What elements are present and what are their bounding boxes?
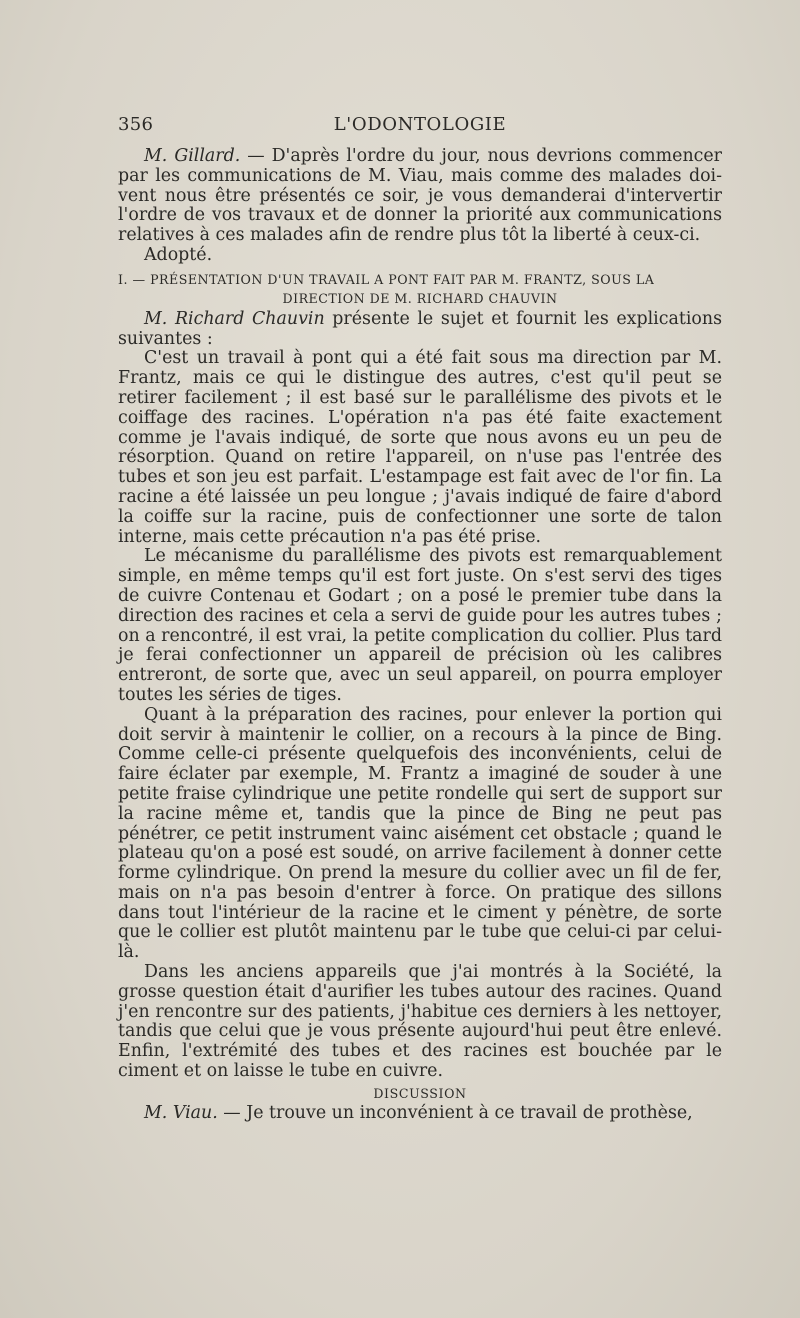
paragraph: Dans les anciens appareils que j'ai montrés à la Société, la grosse question était d'aurifier les tubes autour des racines. Quand j'en rencontre sur des patients, j'habitue ces derniers à les nettoyer, tandis que celui que je vous présente aujourd'hui peut être enlevé. Enfin, l'extrémité des tubes et des racines est bouchée par le ciment et on laisse le tube en cuivre. — [118, 962, 722, 1082]
section-heading-line: DIRECTION DE M. RICHARD CHAUVIN — [282, 290, 558, 306]
section-heading-line: I. — PRÉSENTATION D'UN TRAVAIL A PONT FAIT PAR M. FRANTZ, SOUS LA — [118, 271, 655, 287]
section-heading — [118, 270, 722, 308]
paragraph: Le mécanisme du parallélisme des pivots est remarquablement simple, en même temps qu'il est fort juste. On s'est servi des tiges de cuivre Contenau et Godart ; on a posé le premier tube dans la direction des racines et cela a servi de guide pour les autres tubes ; on a rencontré, il est vrai, la petite complication du collier. Plus tard je ferai confectionner un appareil de précision où les calibres entreront, de sorte que, avec un seul appareil, on pourra employer toutes les séries de tiges. — [118, 546, 722, 705]
discussion-heading: DISCUSSION — [373, 1085, 467, 1101]
speaker-name: M. Viau. — [144, 1102, 218, 1123]
paragraph-text: — Je trouve un inconvénient à ce travail de prothèse, — [217, 1102, 693, 1123]
paragraph: Adopté. — [144, 244, 213, 265]
speaker-name: M. Gillard. — [144, 146, 241, 166]
paragraph-text: — D'après l'ordre du jour, nous devrions commencer par les communications de M. Viau, mais comme des malades doi- vent nous être présentés ce soir, je vous demanderai d'intervertir l'ordre de vos travaux et de donner la priorité aux communications relatives à ces malades afin de rendre plus tôt la liberté à ceux-ci. — [118, 146, 722, 246]
page-header — [118, 114, 722, 140]
paragraph-text: présente le sujet et fournit les explications suivantes : — [118, 308, 722, 349]
speaker-name: M. Richard Chauvin — [144, 308, 325, 329]
paragraph — [118, 310, 722, 350]
body-text — [118, 147, 722, 1124]
paragraph — [118, 147, 722, 246]
paragraph: Quant à la préparation des racines, pour enlever la portion qui doit servir à maintenir le collier, on a recours à la pince de Bing. Comme celle-ci présente quelquefois des inconvénients, celui de faire éclater par exemple, M. Frantz a imaginé de souder à une petite fraise cylindrique une petite rondelle qui sert de support sur la racine même et, tandis que la pince de Bing ne peut pas pénétrer, ce petit instrument vainc aisément cet obstacle ; quand le plateau qu'on a posé est soudé, on arrive facilement à donner cette forme cylindrique. On prend la mesure du collier avec un fil de fer, mais on n'a pas besoin d'entrer à force. On pratique des sillons dans tout l'intérieur de la racine et le ciment y pénètre, de sorte que le collier est plutôt maintenu par le tube que celui-ci par celui-là. — [118, 704, 722, 963]
page-number: 356 — [118, 114, 154, 135]
paragraph: C'est un travail à pont qui a été fait sous ma direction par M. Frantz, mais ce qui le distingue des autres, c'est qu'il peut se retirer facilement ; il est basé sur le parallélisme des pivots et le coiffage des racines. L'opération n'a pas été faite exactement comme je l'avais indiqué, de sorte que nous avons eu un peu de résorption. Quand on retire l'appareil, on n'use pas l'entrée des tubes et son jeu est parfait. L'estampage est fait avec de l'or fin. La racine a été laissée un peu longue ; j'avais indiqué de faire d'abord la coiffe sur la racine, puis de confectionner une sorte de talon interne, mais cette précaution n'a pas été prise. — [118, 348, 722, 547]
running-title: L'ODONTOLOGIE — [333, 114, 507, 135]
paragraph — [118, 1104, 722, 1124]
